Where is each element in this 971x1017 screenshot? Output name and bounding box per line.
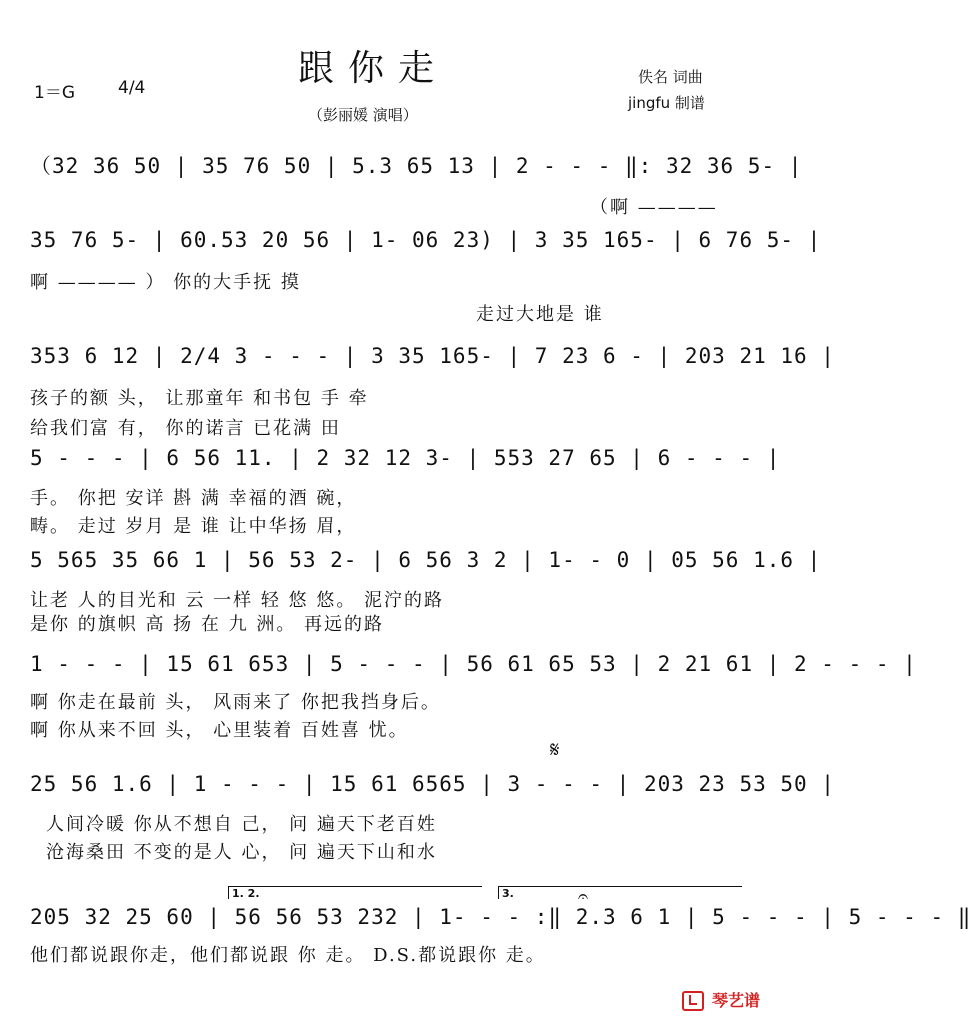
score-row-3-lyric-2: 给我们富 有， 你的诺言 已花满 田	[30, 418, 341, 439]
score-row-5-lyric-2: 是你 的旗帜 高 扬 在 九 洲。 再远的路	[30, 614, 385, 635]
score-row-1-lyric-2: （啊 ————	[590, 197, 718, 218]
score-row-4-notes: 5 - - - | 6 56 11. | 2 32 12 3- | 553 27 65 | 6 - - - |	[30, 446, 781, 470]
score-row-4-lyric-2: 畴。 走过 岁月 是 谁 让中华扬 眉，	[30, 516, 357, 537]
third-ending-bracket: 3.	[498, 886, 742, 899]
score-row-2-notes: 35 76 5- | 60.53 20 56 | 1- 06 23) | 3 35 165- | 6 76 5- |	[30, 228, 822, 252]
score-row-6-lyric-1: 啊 你走在最前 头， 风雨来了 你把我挡身后。	[30, 692, 441, 713]
score-row-6-lyric-2: 啊 你从来不回 头， 心里装着 百姓喜 忧。	[30, 720, 409, 741]
key-signature: 1＝G	[34, 83, 75, 103]
score-row-1-notes: （32 36 50 | 35 76 50 | 5.3 65 13 | 2 - - - ‖: 32 36 5- |	[30, 154, 803, 178]
score-row-7-lyric-2: 沧海桑田 不变的是人 心， 问 遍天下山和水	[46, 842, 437, 863]
score-row-6-notes: 1 - - - | 15 61 653 | 5 - - - | 56 61 65 53 | 2 21 61 | 2 - - - |	[30, 652, 917, 676]
time-signature: 4/4	[118, 78, 146, 98]
score-row-2-lyric-1: 啊 ———— ） 你的大手抚 摸	[30, 272, 301, 293]
site-logo-text: 琴艺谱	[711, 990, 760, 1010]
score-row-7-lyric-1: 人间冷暖 你从不想自 己， 问 遍天下老百姓	[46, 814, 437, 835]
segno-icon: 𝄋	[550, 738, 560, 763]
first-ending-bracket: 1. 2.	[228, 886, 482, 899]
site-logo	[682, 988, 760, 1012]
score-row-8-notes: 205 32 25 60 | 56 56 53 232 | 1- - - :‖ 2.3 6 1 | 5 - - - | 5 - - - ‖	[30, 905, 971, 929]
score-row-7-notes: 25 56 1.6 | 1 - - - | 15 61 6565 | 3 - - - | 203 23 53 50 |	[30, 772, 835, 796]
author-credit: 佚名 词曲	[638, 68, 703, 86]
score-row-8-lyric-1: 他们都说跟你走，他们都说跟 你 走。 D.S.都说跟你 走。	[30, 945, 546, 966]
arranger-credit: jingfu 制谱	[628, 94, 705, 112]
page-title: 跟你走	[298, 48, 449, 89]
singer-credit: （彭丽媛 演唱）	[308, 106, 418, 124]
score-row-2-lyric-2: 走过大地是 谁	[476, 304, 604, 325]
score-row-5-lyric-1: 让老 人的目光和 云 一样 轻 悠 悠。 泥泞的路	[30, 590, 445, 611]
score-row-3-lyric-1: 孩子的额 头， 让那童年 和书包 手 牵	[30, 388, 369, 409]
score-row-4-lyric-1: 手。 你把 安详 斟 满 幸福的酒 碗，	[30, 488, 357, 509]
fermata-icon: 𝄐	[578, 886, 589, 907]
piano-logo-icon	[682, 991, 704, 1011]
score-row-3-notes: 353 6 12 | 2/4 3 - - - | 3 35 165- | 7 23 6 - | 203 21 16 |	[30, 344, 835, 368]
score-row-5-notes: 5 565 35 66 1 | 56 53 2- | 6 56 3 2 | 1- - 0 | 05 56 1.6 |	[30, 548, 822, 572]
